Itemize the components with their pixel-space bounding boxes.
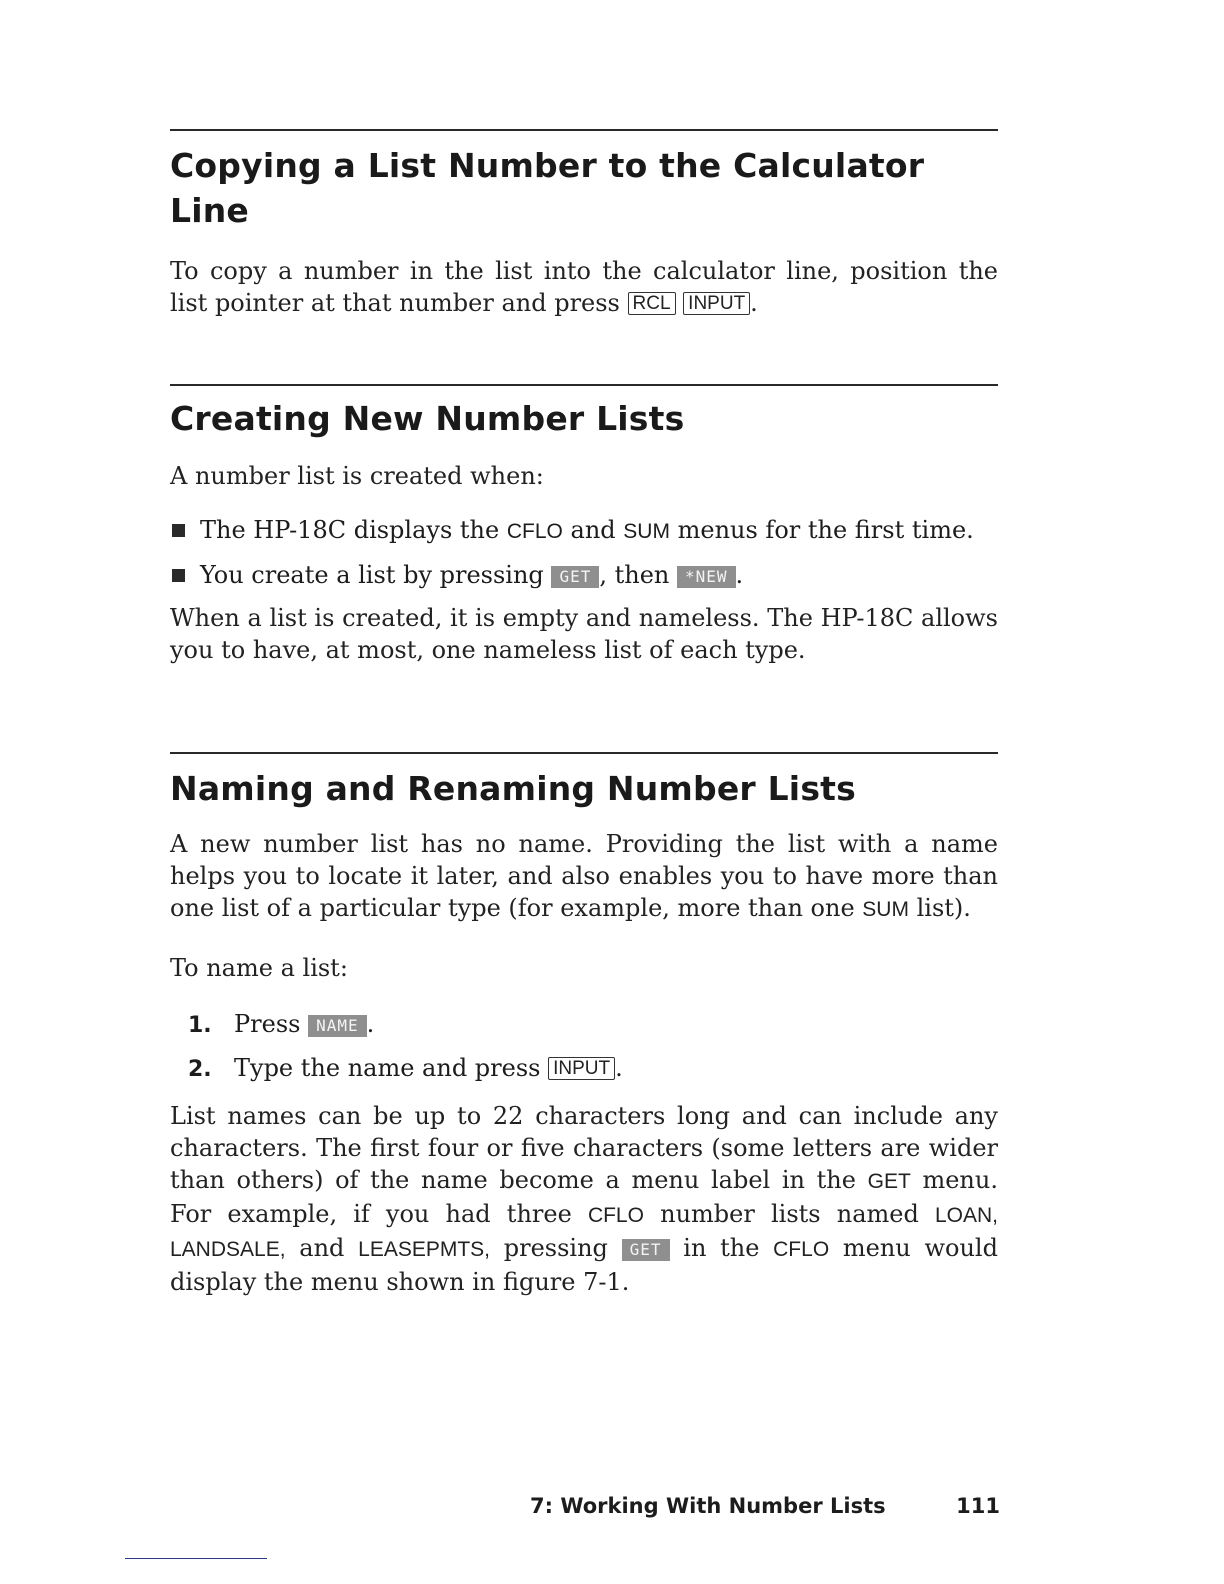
paragraph-text: pressing <box>503 1234 608 1262</box>
section-rule <box>170 129 998 131</box>
paragraph-text: List names can be up to 22 characters long and can include any characters. The first four or five characters (some letters are wider than others) of the name become a menu label in the <box>170 1102 998 1194</box>
step-text: Press <box>234 1010 301 1038</box>
creating-bullets <box>170 514 998 591</box>
bullet-square-icon <box>172 524 185 537</box>
bullet-text: and <box>570 516 616 544</box>
bullet-text: You create a list by pressing <box>200 561 544 589</box>
list-item <box>170 514 998 548</box>
new-softkey: *NEW <box>677 566 736 588</box>
step-text: . <box>615 1054 623 1082</box>
bullet-square-icon <box>172 569 185 582</box>
section-naming <box>170 752 998 1298</box>
menu-name-sum: SUM <box>862 898 909 921</box>
paragraph-text: and <box>299 1234 345 1262</box>
section-rule <box>170 752 998 754</box>
list-item <box>170 559 998 591</box>
footer-chapter: 7: Working With Number Lists <box>530 1494 886 1518</box>
get-softkey: GET <box>551 566 599 588</box>
paragraph-text: menu would display the menu shown in figure 7-1. <box>170 1234 998 1296</box>
paragraph-text: menu. For example, if you had three <box>170 1166 998 1228</box>
section-title-creating: Creating New Number Lists <box>170 399 685 438</box>
menu-name-sum: SUM <box>623 520 670 543</box>
section-title-naming: Naming and Renaming Number Lists <box>170 769 856 808</box>
list-name-leasepmts: LEASEPMTS, <box>358 1238 491 1261</box>
input-key: INPUT <box>683 292 750 315</box>
naming-steps <box>170 1008 998 1086</box>
menu-name-cflo: CFLO <box>506 520 563 543</box>
section-copying <box>170 129 998 319</box>
naming-paragraph-1 <box>170 828 998 926</box>
menu-name-cflo: CFLO <box>587 1204 644 1227</box>
copying-paragraph <box>170 255 998 319</box>
naming-paragraph-3 <box>170 1100 998 1298</box>
menu-name-cflo: CFLO <box>773 1238 830 1261</box>
paragraph-text: in the <box>683 1234 760 1262</box>
creating-paragraph: When a list is created, it is empty and nameless. The HP-18C allows you to have, at most, one nameless list of each type. <box>170 604 998 664</box>
copying-text: To copy a number in the list into the calculator line, position the list pointer at that number and press <box>170 257 998 317</box>
bullet-text: , then <box>599 561 670 589</box>
page-footer <box>530 1494 1000 1518</box>
step-text: . <box>366 1010 375 1038</box>
paragraph-text: number lists named <box>660 1200 919 1228</box>
menu-name-get: GET <box>867 1170 911 1193</box>
step-number: 2. <box>188 1057 212 1082</box>
list-name-loan: LOAN, <box>934 1204 999 1227</box>
rcl-key: RCL <box>628 292 676 315</box>
period: . <box>750 289 758 317</box>
name-softkey: NAME <box>308 1015 367 1037</box>
bullet-text: menus for the first time. <box>677 516 974 544</box>
bullet-text: The HP-18C displays the <box>200 516 500 544</box>
paragraph-text: list). <box>916 894 971 922</box>
list-item <box>188 1052 998 1086</box>
scan-edge-line <box>125 1558 267 1559</box>
paragraph-text: A new number list has no name. Providing the list with a name helps you to locate it later, and also enables you to have more than one list of a particular type (for example, more than one <box>170 830 998 922</box>
input-key: INPUT <box>548 1057 615 1080</box>
creating-intro: A number list is created when: <box>170 462 544 490</box>
step-number: 1. <box>188 1013 212 1038</box>
page-number: 111 <box>956 1494 1000 1518</box>
bullet-text: . <box>735 561 744 589</box>
section-title-copying: Copying a List Number to the Calculator Line <box>170 146 925 230</box>
list-item <box>188 1008 998 1042</box>
section-creating <box>170 384 998 666</box>
step-text: Type the name and press <box>234 1054 541 1082</box>
naming-paragraph-2: To name a list: <box>170 954 348 982</box>
section-rule <box>170 384 998 386</box>
get-softkey: GET <box>622 1239 670 1261</box>
list-name-landsale: LANDSALE, <box>170 1238 286 1261</box>
